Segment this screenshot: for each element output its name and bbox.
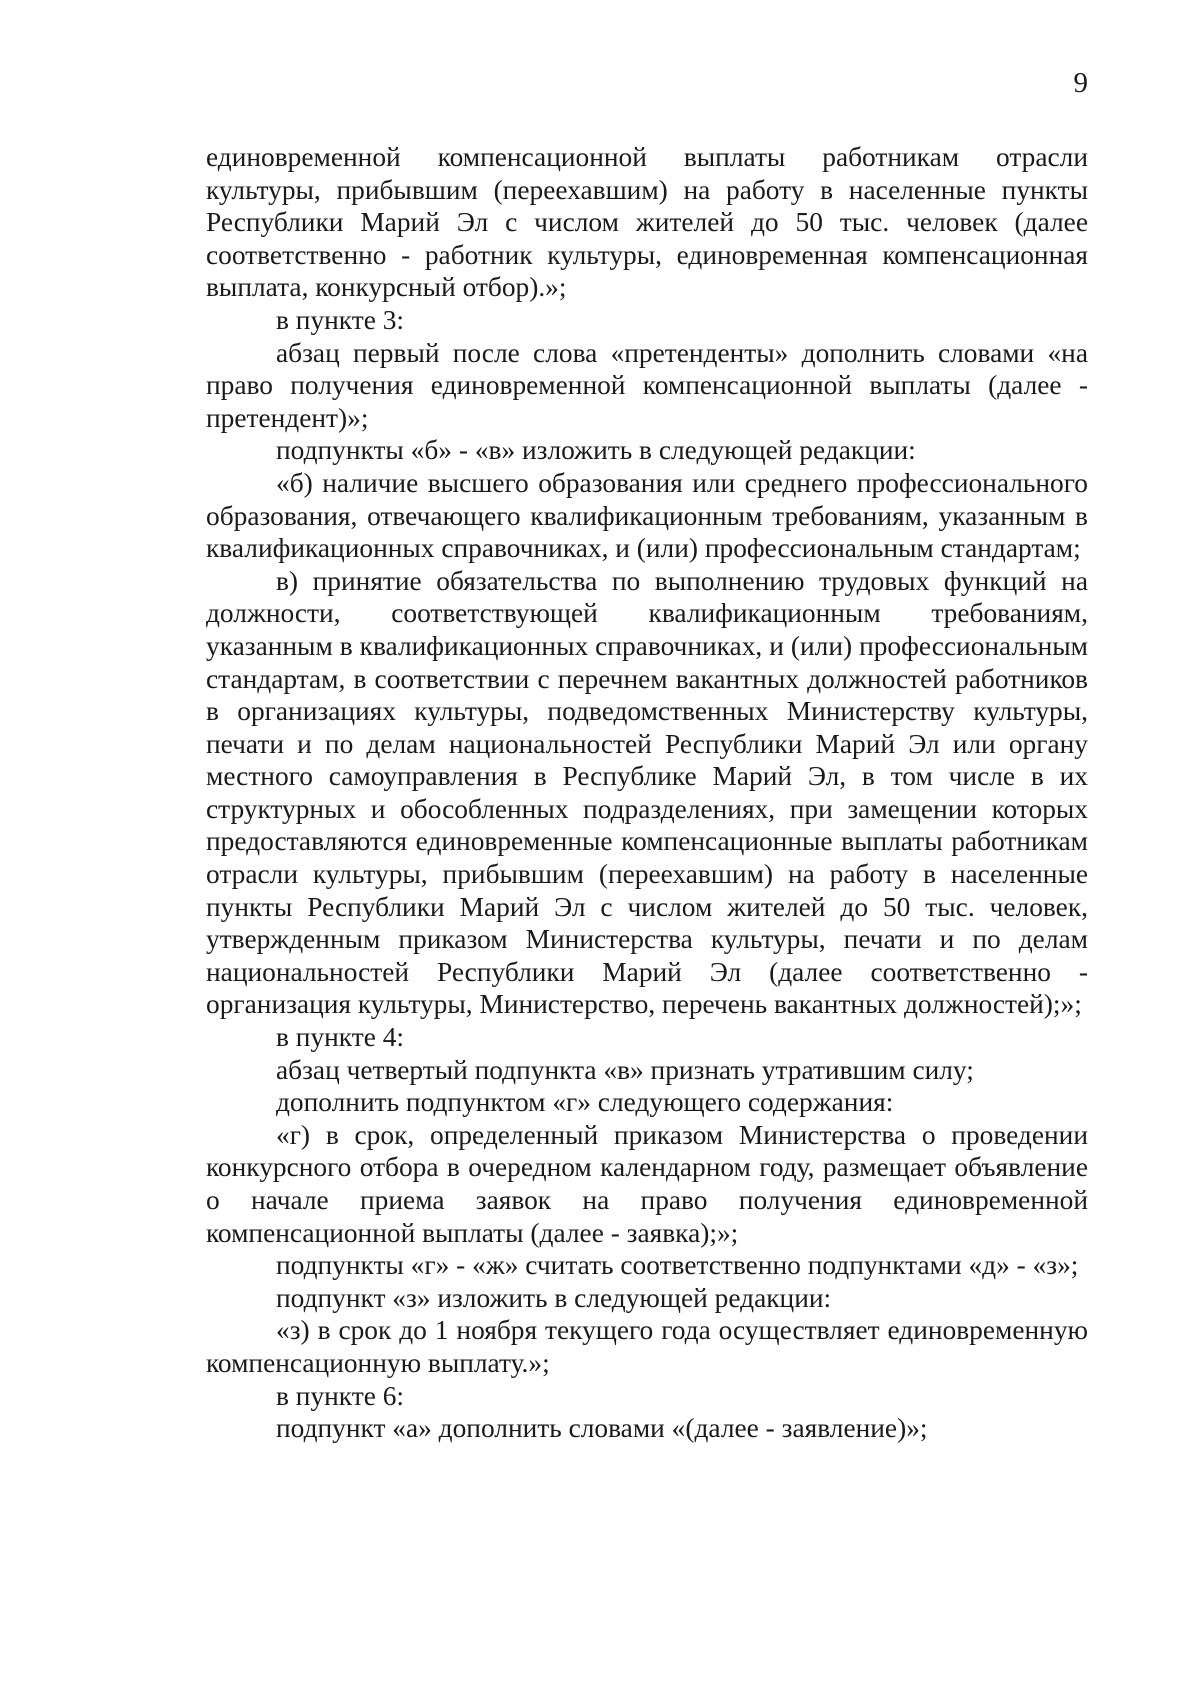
paragraph-amendment: подпункты «б» - «в» изложить в следующей редакции: — [276, 435, 916, 466]
paragraph-amendment: дополнить подпунктом «г» следующего содержания: — [276, 1087, 894, 1118]
paragraph-amendment: подпункт «а» дополнить словами «(далее - заявление)»; — [276, 1413, 928, 1444]
paragraph-item-4-heading: в пункте 4: — [276, 1022, 405, 1053]
paragraph-subitem-z: «з) в срок до 1 ноября текущего года осуществляет единовременную компенсационную выплату.»; — [206, 1315, 1088, 1378]
paragraph-item-6-heading: в пункте 6: — [276, 1380, 405, 1411]
paragraph-amendment: абзац первый после слова «претенденты» дополнить словами «на право получения единовременной компенсационной выплаты (далее - претендент)»; — [206, 337, 1088, 433]
page-number: 9 — [1073, 67, 1088, 99]
paragraph-item-3-heading: в пункте 3: — [276, 304, 405, 335]
paragraph-amendment: абзац четвертый подпункта «в» признать утратившим силу; — [276, 1054, 974, 1085]
paragraph-subitem-b: «б) наличие высшего образования или среднего профессионального образования, отвечающего квалификационным требованиям, указанным в квалификационных справочниках, и (или) профессиональным стандартам; — [206, 467, 1088, 564]
paragraph-subitem-v: в) принятие обязательства по выполнению трудовых функций на должности, соответствующей квалификационным требованиям, указанным в квалификационных справочниках, и (или) профессиональным стандартам, в соответствии с перечнем вакантных должностей работников в организациях культуры, подведомственных Министерству культуры, печати и по делам национальностей Республики Марий Эл или органу местного самоуправления в Республике Марий Эл, в том числе в их структурных и обособленных подразделениях, при замещении которых предоставляются единовременные компенсационные выплаты работникам отрасли культуры, прибывшим (переехавшим) на работу в населенные пункты Республики Марий Эл с числом жителей до 50 тыс. человек, утвержденным приказом Министерства культуры, печати и по делам национальностей Республики Марий Эл (далее соответственно - организация культуры, Министерство, перечень вакантных должностей);»; — [206, 565, 1088, 1020]
document-body — [206, 141, 1088, 1445]
paragraph-continuation: единовременной компенсационной выплаты работникам отрасли культуры, прибывшим (переехавшим) на работу в населенные пункты Республики Марий Эл с числом жителей до 50 тыс. человек (далее соответственно - работник культуры, единовременная компенсационная выплата, конкурсный отбор).»; — [206, 142, 1088, 303]
paragraph-amendment: подпункт «з» изложить в следующей редакции: — [276, 1282, 832, 1313]
paragraph-amendment: подпункты «г» - «ж» считать соответственно подпунктами «д» - «з»; — [276, 1250, 1079, 1281]
paragraph-subitem-g: «г) в срок, определенный приказом Министерства о проведении конкурсного отбора в очередном календарном году, размещает объявление о начале приема заявок на право получения единовременной компенсационной выплаты (далее - заявка);»; — [206, 1119, 1088, 1248]
